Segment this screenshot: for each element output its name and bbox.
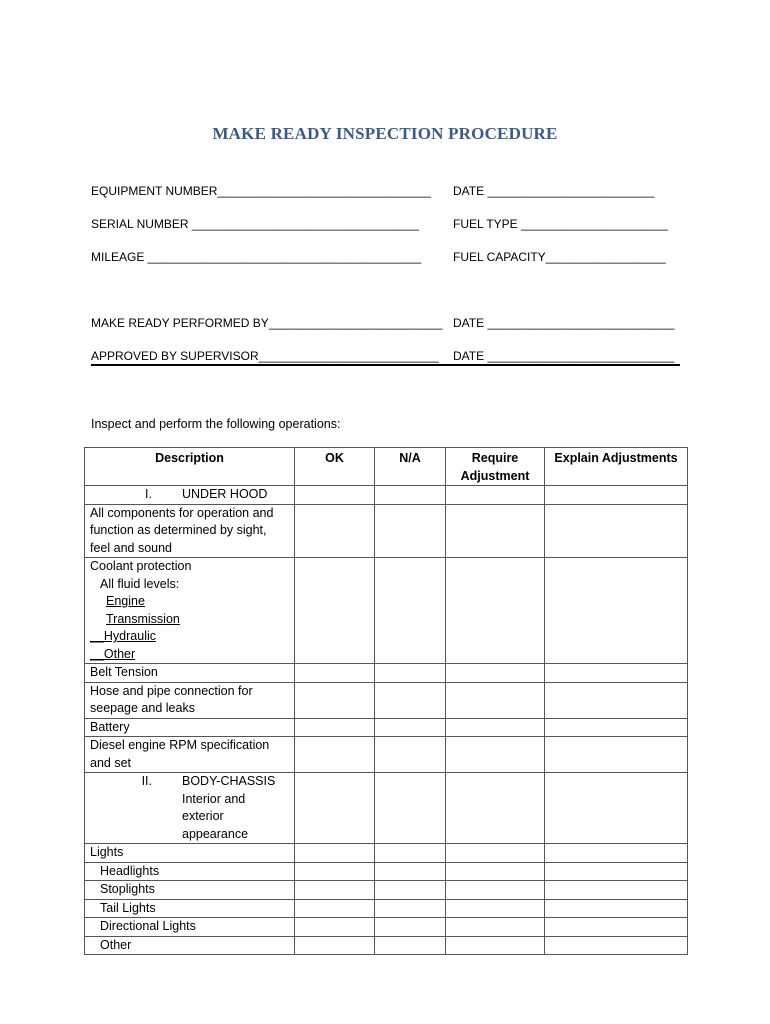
table-header-row: [85, 448, 688, 486]
serial-number-field[interactable]: SERIAL NUMBER __________________________________: [91, 217, 419, 231]
explain-cell[interactable]: [545, 504, 688, 558]
ok-cell[interactable]: [295, 844, 375, 863]
explain-cell[interactable]: [545, 737, 688, 773]
ok-cell[interactable]: [295, 862, 375, 881]
ok-cell[interactable]: [295, 682, 375, 718]
ok-cell[interactable]: [295, 881, 375, 900]
explain-cell[interactable]: [545, 682, 688, 718]
explain-cell[interactable]: [545, 862, 688, 881]
table-row: Hose and pipe connection for seepage and leaks: [85, 682, 688, 718]
na-cell[interactable]: [375, 844, 446, 863]
date-field-1[interactable]: DATE _________________________: [453, 184, 655, 198]
explain-cell[interactable]: [545, 664, 688, 683]
na-cell[interactable]: [375, 862, 446, 881]
table-row: Belt Tension: [85, 664, 688, 683]
require-cell[interactable]: [446, 664, 545, 683]
require-cell[interactable]: [446, 718, 545, 737]
na-cell[interactable]: [375, 504, 446, 558]
table-row: Battery: [85, 718, 688, 737]
require-cell[interactable]: [446, 936, 545, 955]
section-heading: I. UNDER HOOD: [145, 487, 268, 501]
na-cell[interactable]: [375, 737, 446, 773]
date-field-2[interactable]: DATE ____________________________: [453, 316, 675, 330]
header-na: N/A: [375, 448, 446, 486]
ok-cell[interactable]: [295, 486, 375, 505]
na-cell[interactable]: [375, 881, 446, 900]
header-require-adjustment: Require Adjustment: [446, 448, 545, 486]
require-cell[interactable]: [446, 862, 545, 881]
ok-cell[interactable]: [295, 918, 375, 937]
explain-cell[interactable]: [545, 558, 688, 664]
table-row: Directional Lights: [85, 918, 688, 937]
require-cell[interactable]: [446, 486, 545, 505]
na-cell[interactable]: [375, 899, 446, 918]
explain-cell[interactable]: [545, 844, 688, 863]
require-cell[interactable]: [446, 844, 545, 863]
require-cell[interactable]: [446, 737, 545, 773]
table-row: [85, 486, 688, 505]
na-cell[interactable]: [375, 558, 446, 664]
require-cell[interactable]: [446, 881, 545, 900]
ok-cell[interactable]: [295, 718, 375, 737]
require-cell[interactable]: [446, 773, 545, 844]
require-cell[interactable]: [446, 682, 545, 718]
performed-by-field[interactable]: MAKE READY PERFORMED BY__________________________: [91, 316, 443, 330]
ok-cell[interactable]: [295, 737, 375, 773]
header-description: Description: [85, 448, 295, 486]
table-row: Other: [85, 936, 688, 955]
require-cell[interactable]: [446, 504, 545, 558]
require-cell[interactable]: [446, 899, 545, 918]
explain-cell[interactable]: [545, 881, 688, 900]
table-row: All components for operation and function as determined by sight, feel and sound: [85, 504, 688, 558]
na-cell[interactable]: [375, 718, 446, 737]
ok-cell[interactable]: [295, 558, 375, 664]
ok-cell[interactable]: [295, 773, 375, 844]
approved-by-field[interactable]: APPROVED BY SUPERVISOR___________________________: [91, 349, 439, 363]
table-row: Diesel engine RPM specification and set: [85, 737, 688, 773]
require-cell[interactable]: [446, 558, 545, 664]
ok-cell[interactable]: [295, 899, 375, 918]
na-cell[interactable]: [375, 486, 446, 505]
section-divider: [91, 364, 680, 366]
explain-cell[interactable]: [545, 918, 688, 937]
page-title: MAKE READY INSPECTION PROCEDURE: [212, 124, 558, 143]
ok-cell[interactable]: [295, 936, 375, 955]
explain-cell[interactable]: [545, 773, 688, 844]
ok-cell[interactable]: [295, 664, 375, 683]
header-explain-adjustments: Explain Adjustments: [545, 448, 688, 486]
table-row: Headlights: [85, 862, 688, 881]
explain-cell[interactable]: [545, 936, 688, 955]
table-row: Tail Lights: [85, 899, 688, 918]
table-row: Coolant protection All fluid levels: Engine Transmission __Hydraulic __Other: [85, 558, 688, 664]
header-ok: OK: [295, 448, 375, 486]
mileage-field[interactable]: MILEAGE _________________________________________: [91, 250, 422, 264]
require-cell[interactable]: [446, 918, 545, 937]
date-field-3[interactable]: DATE ____________________________: [453, 349, 675, 363]
ok-cell[interactable]: [295, 504, 375, 558]
na-cell[interactable]: [375, 664, 446, 683]
table-row: Lights: [85, 844, 688, 863]
explain-cell[interactable]: [545, 718, 688, 737]
fuel-capacity-field[interactable]: FUEL CAPACITY__________________: [453, 250, 666, 264]
equipment-number-field[interactable]: EQUIPMENT NUMBER________________________________: [91, 184, 432, 198]
explain-cell[interactable]: [545, 899, 688, 918]
inspection-table: [84, 447, 688, 955]
na-cell[interactable]: [375, 936, 446, 955]
explain-cell[interactable]: [545, 486, 688, 505]
table-row: Stoplights: [85, 881, 688, 900]
instructions-text: Inspect and perform the following operations:: [91, 417, 341, 431]
na-cell[interactable]: [375, 918, 446, 937]
section-heading: II. BODY-CHASSIS Interior and exterior appearance: [141, 774, 276, 841]
table-row: [85, 773, 688, 844]
na-cell[interactable]: [375, 773, 446, 844]
fuel-type-field[interactable]: FUEL TYPE ______________________: [453, 217, 668, 231]
na-cell[interactable]: [375, 682, 446, 718]
